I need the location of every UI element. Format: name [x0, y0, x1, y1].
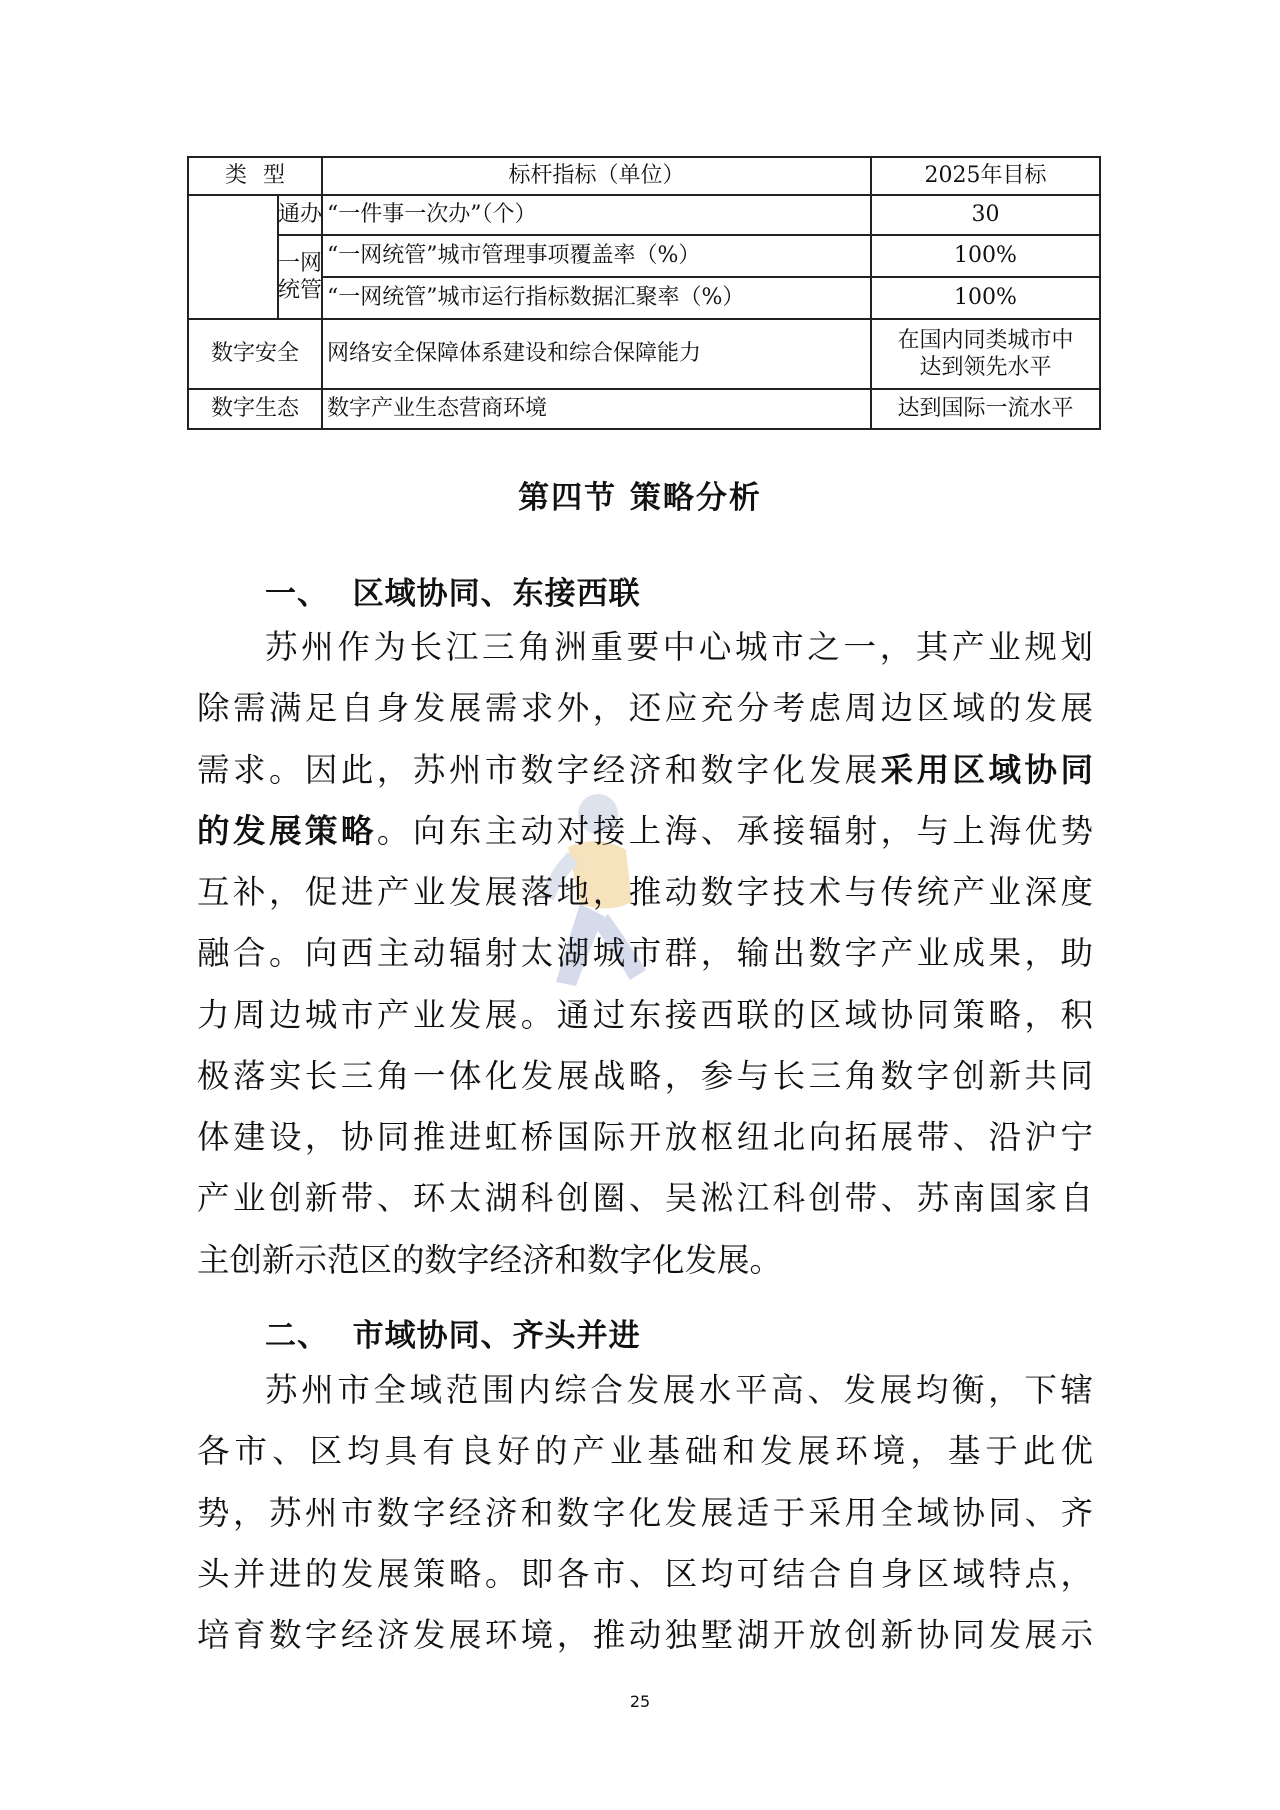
paragraph-line: 头并进的发展策略。即各市、区均可结合自身区域特点， [197, 1555, 1093, 1593]
table-indicator-cell: 数字产业生态营商环境 [321, 388, 872, 430]
table-target-cell [870, 318, 1101, 390]
paragraph-text: 。向东主动对接上海、承接辐射，与上海优势 [376, 812, 1093, 850]
highlighted-text: 的发展策略 [197, 812, 377, 850]
paragraph-line: 苏州市全域范围内综合发展水平高、发展均衡，下辖 [265, 1371, 1093, 1409]
paragraph-line: 势，苏州市数字经济和数字化发展适于采用全域协同、齐 [197, 1494, 1093, 1532]
table-header-target: 2025年目标 [870, 156, 1101, 196]
table-indicator-cell: “一网统管”城市运行指标数据汇聚率（%） [321, 276, 872, 320]
paragraph-line: 主创新示范区的数字经济和数字化发展。 [197, 1241, 783, 1279]
paragraph-line: 培育数字经济发展环境，推动独墅湖开放创新协同发展示 [197, 1616, 1093, 1654]
table-subtype-cell: 通办 [277, 194, 323, 236]
table-indicator-cell: “一件事一次办”（个） [321, 194, 872, 236]
table-header-indicator: 标杆指标（单位） [321, 156, 872, 196]
paragraph-line: 除需满足自身发展需求外，还应充分考虑周边区域的发展 [197, 689, 1093, 727]
sub-heading-1: 一、 区域协同、东接西联 [265, 576, 641, 612]
table-subtype-cell [277, 234, 323, 320]
section-title: 第四节 策略分析 [518, 480, 762, 516]
paragraph-line [197, 809, 1093, 853]
table-target-cell: 100% [870, 276, 1101, 320]
table-target-line: 达到领先水平 [919, 355, 1052, 380]
paragraph-text: 需求。因此，苏州市数字经济和数字化发展 [197, 751, 881, 789]
paragraph-line: 力周边城市产业发展。通过东接西联的区域协同策略，积 [197, 996, 1093, 1034]
table-subtype-line: 统管 [278, 278, 323, 303]
table-target-line: 在国内同类城市中 [897, 327, 1074, 353]
sub-heading-2: 二、 市域协同、齐头并进 [265, 1318, 641, 1354]
table-target-cell: 达到国际一流水平 [870, 388, 1101, 430]
highlighted-text: 采用区域协同 [880, 751, 1093, 789]
paragraph-line: 各市、区均具有良好的产业基础和发展环境，基于此优 [197, 1432, 1093, 1470]
paragraph-line: 苏州作为长江三角洲重要中心城市之一，其产业规划 [265, 628, 1093, 666]
table-type-cell: 数字安全 [187, 318, 323, 390]
paragraph-line [197, 748, 1093, 792]
paragraph-line: 互补，促进产业发展落地，推动数字技术与传统产业深度 [197, 873, 1093, 911]
paragraph-line: 体建设，协同推进虹桥国际开放枢纽北向拓展带、沿沪宁 [197, 1118, 1093, 1156]
indicator-table [187, 156, 1101, 430]
table-header-type: 类型 [187, 156, 323, 196]
paragraph-line: 极落实长三角一体化发展战略，参与长三角数字创新共同 [197, 1057, 1093, 1095]
table-indicator-cell: “一网统管”城市管理事项覆盖率（%） [321, 234, 872, 278]
table-type-cell-empty [187, 194, 279, 320]
page-number: 25 [629, 1692, 651, 1711]
table-subtype-line: 一网 [278, 250, 323, 276]
table-indicator-cell: 网络安全保障体系建设和综合保障能力 [321, 318, 872, 390]
paragraph-line: 融合。向西主动辐射太湖城市群，输出数字产业成果，助 [197, 934, 1093, 972]
paragraph-line: 产业创新带、环太湖科创圈、吴淞江科创带、苏南国家自 [197, 1179, 1093, 1217]
table-target-cell: 100% [870, 234, 1101, 278]
table-type-cell: 数字生态 [187, 388, 323, 430]
table-target-cell: 30 [870, 194, 1101, 236]
